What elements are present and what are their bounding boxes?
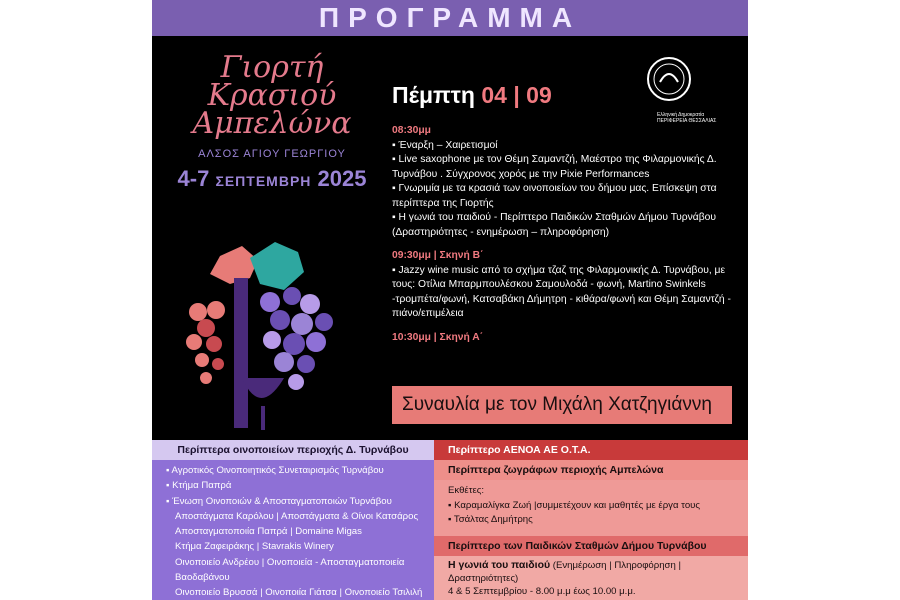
winery-item: ▪ Ένωση Οινοποιών & Αποσταγματοποιών Τυρνάβου — [166, 494, 434, 509]
logo-org-line2: ΠΕΡΙΦΕΡΕΙΑ ΘΕΣΣΑΛΙΑΣ — [657, 118, 717, 124]
exhibitor-item: ▪ Τσάλτας Δημήτρης — [448, 513, 734, 528]
pavilion-aenoa: Περίπτερο ΑΕΝΟΑ ΑΕ Ο.Τ.Α. — [434, 440, 748, 460]
festival-dates — [172, 166, 372, 192]
kids-corner-desc: (Ενημέρωση | Πληροφόρηση | Δραστηριότητες) — [448, 560, 681, 584]
exhibitor-item: ▪ Καραμαλίγκα Ζωή |συμμετέχουν και μαθητές με έργα τους — [448, 499, 734, 514]
festival-title-line1: Γιορτή — [220, 50, 324, 85]
slot-time: 09:30μμ | Σκηνή Β΄ — [392, 250, 484, 261]
festival-title-line2: Κρασιού — [207, 78, 337, 113]
winery-member: Οινοποιείο Βρυσσά | Οινοποιία Γιάτσα | Οινοποιείο Τσιλιλή — [175, 587, 423, 599]
program-header: ΠΡΟΓΡΑΜΜΑ — [152, 0, 748, 36]
grape-illustration — [180, 238, 370, 438]
wineries-list — [152, 460, 434, 600]
program-list — [392, 124, 732, 354]
festival-title — [172, 50, 372, 141]
grape-cluster-purple — [260, 287, 333, 390]
program-slot — [392, 331, 732, 346]
festival-title-line3: Αμπελώνα — [192, 106, 352, 141]
winery-member: Οινοποιείο Ανδρέου | Οινοποιεία - Αποσταγματοποιεία Βαοδαβάνου — [175, 556, 405, 584]
program-slot — [392, 249, 732, 322]
winery-item: ▪ Αγροτικός Οινοποιητικός Συνεταιρισμός Τυρνάβου — [166, 463, 434, 478]
kids-corner-title: Η γωνιά του παιδιού — [448, 559, 551, 571]
pavilion-painters: Περίπτερα ζωγράφων περιοχής Αμπελώνα — [434, 460, 748, 480]
glass-stem — [261, 406, 265, 430]
kids-corner-time: 4 & 5 Σεπτεμβρίου - 8.00 μ.μ έως 10.00 μ.μ. — [448, 586, 636, 597]
grape-cluster-red — [186, 301, 225, 384]
day-heading — [392, 82, 552, 109]
pavilion-kids: Περίπτερο των Παιδικών Σταθμών Δήμου Τυρνάβου — [434, 536, 748, 556]
winery-item: ▪ Κτήμα Παπρά — [166, 478, 434, 493]
slot-item: ▪ Live saxophone με τον Θέμη Σαμαντζή, Μαέστρο της Φιλαρμονικής Δ. Τυρνάβου . Σύγχρονος χορός με την Pixie Performances — [392, 154, 717, 180]
kids-corner-block — [434, 556, 748, 600]
exhibitors-block — [434, 480, 748, 536]
wineries-panel — [152, 440, 434, 600]
winery-member: Αποστάγματα Καρόλου | Αποστάγματα & Οίνοι Κατσάρος — [175, 510, 419, 522]
wine-glass — [242, 378, 284, 398]
day-name: Πέμπτη — [392, 82, 475, 108]
festival-location: ΑΛΣΟΣ ΑΓΙΟΥ ΓΕΩΡΓΙΟΥ — [198, 148, 346, 160]
slot-time: 08:30μμ — [392, 125, 431, 136]
winery-member: Κτήμα Ζαφειράκης | Stavrakis Winery — [175, 541, 334, 553]
region-logo — [619, 56, 719, 126]
program-slot — [392, 124, 732, 240]
slot-item: ▪ Έναρξη – Χαιρετισμοί — [392, 139, 498, 151]
poster — [152, 0, 748, 600]
slot-item: ▪ Γνωριμία με τα κρασιά των οινοποιείων του δήμου μας. Επίσκεψη στα περίπτερα της Γιορτής — [392, 183, 717, 209]
emblem-icon — [646, 56, 692, 102]
wineries-heading: Περίπτερα οινοποιείων περιοχής Δ. Τυρνάβου — [152, 440, 434, 460]
festival-title-block — [172, 50, 372, 192]
leaf-right — [250, 242, 304, 290]
headliner-banner: Συναυλία με τον Μιχάλη Χατζηγιάννη — [392, 386, 732, 424]
logo-org-line1: Ελληνική Δημοκρατία — [657, 112, 705, 118]
exhibitors-label: Εκθέτες: — [448, 485, 485, 496]
dates-month: ΣΕΠΤΕΜΒΡΗ — [215, 173, 312, 189]
winery-member: Αποσταγματοποιία Παπρά | Domaine Migas — [175, 526, 362, 538]
pavilions-panel — [434, 440, 748, 600]
slot-item: ▪ Jazzy wine music από το σχήμα τζαζ της Φιλαρμονικής Δ. Τυρνάβου, με τους: Οτίλια Μπαρμπουλέσκου Σαμουλοδά - φωνή, Martino Swinkels -τρομπέτα/φωνή, Κατσαβάκη Δήμητρη - κιθάρα/φωνή και Θέμη Σαμαντζή - πιάνο/επιμέλεια — [392, 264, 731, 319]
dates-year: 2025 — [317, 166, 367, 191]
logo-org-text — [657, 112, 716, 124]
day-date: 04 | 09 — [481, 82, 552, 108]
slot-item: ▪ Η γωνιά του παιδιού - Περίπτερο Παιδικών Σταθμών Δήμου Τυρνάβου (Δραστηριότητες - ενημέρωση – πληροφόρηση) — [392, 212, 716, 238]
slot-time: 10:30μμ | Σκηνή Α΄ — [392, 331, 484, 343]
dates-days: 4-7 — [177, 166, 210, 191]
bottle — [234, 278, 248, 428]
